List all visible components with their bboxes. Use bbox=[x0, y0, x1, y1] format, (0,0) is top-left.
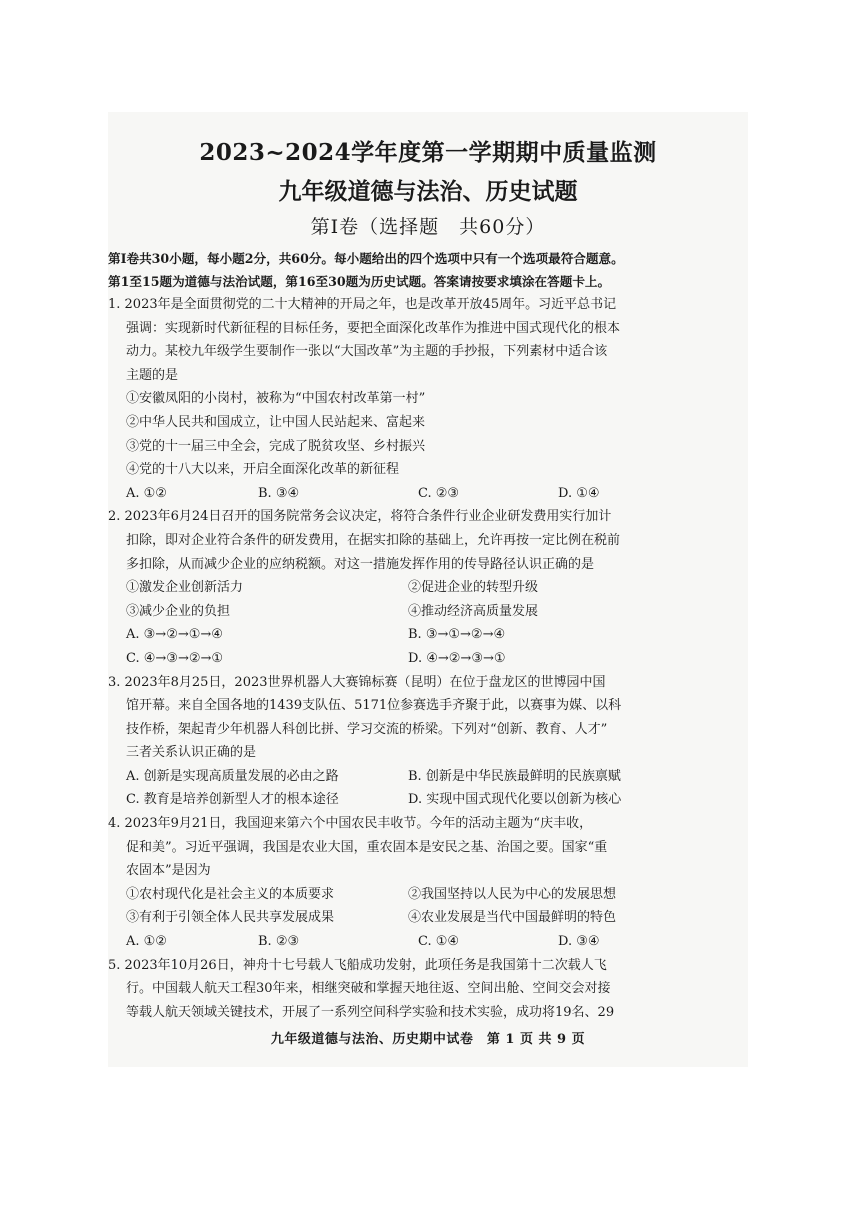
question-stem-line: 2. 2023年6月24日召开的国务院常务会议决定，将符合条件行业企业研发费用实行加计 bbox=[108, 509, 612, 525]
option-b: B. 创新是中华民族最鲜明的民族禀赋 bbox=[408, 768, 621, 784]
question-stem-line: 三者关系认识正确的是 bbox=[126, 745, 257, 761]
question-stem-line: 1. 2023年是全面贯彻党的二十大精神的开局之年，也是改革开放45周年。习近平总书记 bbox=[108, 297, 617, 312]
option-c: C. ②③ bbox=[418, 485, 460, 501]
statement-item: ③有利于引领全体人民共享发展成果 bbox=[126, 910, 335, 926]
statement-item: ④推动经济高质量发展 bbox=[408, 603, 539, 619]
statement-item: ④农业发展是当代中国最鲜明的特色 bbox=[408, 910, 617, 926]
option-a: A. 创新是实现高质量发展的必由之路 bbox=[126, 768, 339, 784]
option-a: A. ①② bbox=[126, 934, 167, 950]
question-2 bbox=[108, 505, 748, 670]
statement-item: ②我国坚持以人民为中心的发展思想 bbox=[408, 886, 617, 902]
exam-title: 2023~2024学年度第一学期期中质量监测 bbox=[199, 139, 657, 166]
statement-item: ③减少企业的负担 bbox=[126, 603, 231, 619]
answer-options bbox=[108, 765, 748, 789]
statement-item: ③党的十一届三中全会，完成了脱贫攻坚、乡村振兴 bbox=[126, 438, 426, 454]
instruction-line: 第Ⅰ卷共30小题，每小题2分，共60分。每小题给出的四个选项中只有一个选项最符合题意。 bbox=[108, 251, 624, 266]
option-d: D. 实现中国式现代化要以创新为核心 bbox=[408, 792, 622, 808]
option-d: D. ③④ bbox=[558, 934, 600, 950]
question-stem-line: 馆开幕。来自全国各地的1439支队伍、5171位参赛选手齐聚于此，以赛事为媒、以科 bbox=[126, 698, 622, 714]
question-stem-line: 技作桥，架起青少年机器人科创比拼、学习交流的桥梁。下列对“创新、教育、人才” bbox=[126, 721, 608, 737]
question-stem-line: 农固本”是因为 bbox=[126, 863, 211, 879]
statement-row bbox=[108, 600, 748, 624]
exam-page bbox=[108, 112, 748, 1067]
option-b: B. ③④ bbox=[258, 485, 300, 501]
question-stem-line: 促和美”。习近平强调，我国是农业大国，重农固本是安民之基、治国之要。国家“重 bbox=[126, 839, 608, 855]
answer-options bbox=[108, 647, 748, 671]
question-stem-line: 强调：实现新时代新征程的目标任务，要把全面深化改革作为推进中国式现代化的根本 bbox=[126, 320, 621, 336]
question-stem-line: 动力。某校九年级学生要制作一张以“大国改革”为主题的手抄报，下列素材中适合该 bbox=[126, 344, 608, 360]
option-a: A. ③→②→①→④ bbox=[126, 627, 223, 643]
statement-row bbox=[108, 576, 748, 600]
statement-item: ①安徽凤阳的小岗村，被称为“中国农村改革第一村” bbox=[126, 391, 426, 407]
question-1 bbox=[108, 293, 748, 505]
question-stem-line: 多扣除，从而减少企业的应纳税额。对这一措施发挥作用的传导路径认识正确的是 bbox=[126, 556, 595, 572]
statement-item: ④党的十八大以来，开启全面深化改革的新征程 bbox=[126, 462, 400, 478]
question-stem-line: 5. 2023年10月26日，神舟十七号载人飞船成功发射，此项任务是我国第十二次载人飞 bbox=[108, 957, 607, 973]
option-b: B. ③→①→②→④ bbox=[408, 627, 506, 643]
question-stem-line: 主题的是 bbox=[126, 367, 179, 383]
answer-options bbox=[108, 930, 748, 954]
option-d: D. ①④ bbox=[558, 485, 600, 501]
answer-options bbox=[108, 788, 748, 812]
instruction-line: 第1至15题为道德与法治试题，第16至30题为历史试题。答案请按要求填涂在答题卡上。 bbox=[108, 274, 611, 289]
page-footer: 九年级道德与法治、历史期中试卷 第 1 页 共 9 页 bbox=[270, 1032, 586, 1047]
question-4 bbox=[108, 812, 748, 954]
option-a: A. ①② bbox=[126, 485, 167, 501]
option-d: D. ④→②→③→① bbox=[408, 650, 506, 666]
option-c: C. ④→③→②→① bbox=[126, 650, 224, 666]
statement-item: ②促进企业的转型升级 bbox=[408, 580, 539, 596]
option-c: C. ①④ bbox=[418, 934, 460, 950]
option-b: B. ②③ bbox=[258, 934, 300, 950]
option-c: C. 教育是培养创新型人才的根本途径 bbox=[126, 792, 339, 808]
statement-item: ②中华人民共和国成立，让中国人民站起来、富起来 bbox=[126, 414, 426, 430]
statement-row bbox=[108, 883, 748, 907]
question-stem-line: 扣除，即对企业符合条件的研发费用，在据实扣除的基础上，允许再按一定比例在税前 bbox=[126, 532, 621, 548]
question-3 bbox=[108, 671, 748, 813]
section-title: 第Ⅰ卷（选择题 共60分） bbox=[310, 216, 546, 238]
statement-item: ①激发企业创新活力 bbox=[126, 580, 244, 596]
page-content bbox=[108, 132, 748, 1024]
statement-item: ①农村现代化是社会主义的本质要求 bbox=[126, 886, 335, 902]
question-stem-line: 3. 2023年8月25日，2023世界机器人大赛锦标赛（昆明）在位于盘龙区的世博园中国 bbox=[108, 674, 606, 690]
question-stem-line: 4. 2023年9月21日，我国迎来第六个中国农民丰收节。今年的活动主题为“庆丰收， bbox=[108, 816, 593, 832]
answer-options bbox=[108, 482, 748, 506]
question-stem-line: 等载人航天领域关键技术，开展了一系列空间科学实验和技术实验，成功将19名、29 bbox=[126, 1004, 615, 1020]
question-5 bbox=[108, 954, 748, 1025]
statement-row bbox=[108, 906, 748, 930]
answer-options bbox=[108, 623, 748, 647]
exam-subtitle: 九年级道德与法治、历史试题 bbox=[278, 178, 578, 205]
question-stem-line: 行。中国载人航天工程30年来，相继突破和掌握天地往返、空间出舱、空间交会对接 bbox=[126, 981, 611, 997]
instructions bbox=[108, 247, 748, 293]
